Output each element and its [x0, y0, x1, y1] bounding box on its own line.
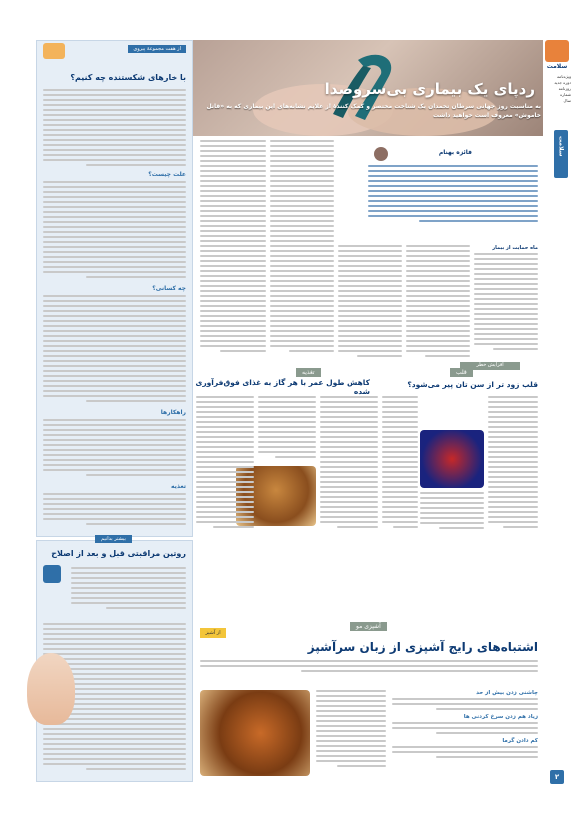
- hero-headline-bar: [193, 78, 543, 100]
- side-tab: [554, 130, 568, 178]
- right-column: [474, 245, 538, 360]
- right-column-bold: ماه حمایت از بیمار: [492, 245, 538, 251]
- fried-food-image: [200, 690, 310, 776]
- masthead-info: [541, 74, 571, 104]
- heart-section-tag: قلب: [450, 368, 473, 377]
- hero-body-col-3: [270, 140, 334, 360]
- masthead-info-line: ویژه‌نامه: [557, 74, 571, 79]
- hero-body-col-2: [338, 245, 402, 360]
- bottom-main-headline: اشتباه‌های رایج آشپزی از زبان سرآشپز: [307, 640, 538, 654]
- left-box-subhead: چه کسانی؟: [152, 285, 186, 292]
- mid-body-col-1: [320, 396, 378, 536]
- cooking-tip-item: زیاد هم زدن سرخ کردنی ها: [463, 714, 538, 720]
- bottom-main-tag: آشپزی مو: [350, 622, 387, 631]
- mid-body-col-3: [196, 396, 254, 536]
- page-number: ۲: [550, 770, 564, 784]
- masthead-logo: [545, 40, 569, 62]
- cooking-tip-item: کم دادن گرما: [502, 738, 538, 744]
- hero-lede: به مناسبت روز جهانی سرطان تخمدان یک شناخت مختصر و کمک کنندۀ از علایم نشانه‌های این بیماری که به «قاتل خاموش» معروف است خواهید داشت: [206, 103, 541, 119]
- hero-body-col-4: [200, 140, 266, 360]
- heart-body-col-1: [488, 396, 538, 536]
- left-box-subhead: راهکارها: [160, 409, 186, 416]
- bottom-main-col-2: [316, 690, 386, 776]
- mid-body-col-2: [258, 396, 316, 464]
- hero-caption: افزایش خطر: [460, 362, 520, 370]
- man-shaving-image: [27, 653, 75, 725]
- author-avatar: [374, 147, 388, 161]
- left-box-title: با خارهای شکستنده چه کنیم؟: [70, 73, 186, 82]
- shaving-icon: [43, 565, 61, 583]
- masthead-logo-text: سلامت: [546, 63, 568, 70]
- hero-body-col-1: [406, 245, 470, 360]
- bottom-left-box: [36, 536, 193, 782]
- masthead-info-line: دوره جدید: [554, 80, 571, 85]
- heart-image: [420, 430, 484, 488]
- masthead-info-line: سال: [563, 98, 571, 103]
- bottom-main-small-tag: از آشپز: [200, 628, 226, 638]
- author-name: فائزه بهنام: [438, 149, 472, 156]
- bottom-main-col-1: [392, 690, 538, 776]
- hero-intro: [368, 165, 538, 237]
- cooking-tip-item: چاشنی زدن بیش از حد: [476, 690, 538, 696]
- masthead-info-line: روزنامه: [558, 86, 571, 91]
- left-box-subhead: علت چیست؟: [148, 171, 186, 178]
- bottom-left-headline: روتین مراقبتی قبل و بعد از اصلاح: [51, 549, 186, 558]
- side-tab-label: سلامت: [557, 136, 565, 157]
- left-box-label: از هفت مجموعۀ پیروی: [128, 45, 186, 53]
- ai-illustration: [43, 43, 65, 59]
- masthead-info-line: شماره: [560, 92, 571, 97]
- mid-section-tag: تغذیه: [296, 368, 321, 377]
- heart-body-under-image: [420, 492, 484, 536]
- heart-section-headline: قلب زود تر از سن تان پیر می‌شود؟: [407, 380, 538, 389]
- bottom-main-lede: [200, 660, 538, 684]
- mid-section-headline: کاهش طول عمر با هر گاز به غذای فوق‌فرآوری شده: [195, 378, 370, 396]
- bottom-left-tag: بیشتر بدانیم: [95, 535, 132, 543]
- hero-headline: ردپای یک بیماری بی‌سروصدا: [324, 80, 535, 98]
- heart-body-col-2: [382, 396, 418, 536]
- left-box-subhead: تغذیه: [171, 483, 186, 490]
- left-box: [36, 40, 193, 537]
